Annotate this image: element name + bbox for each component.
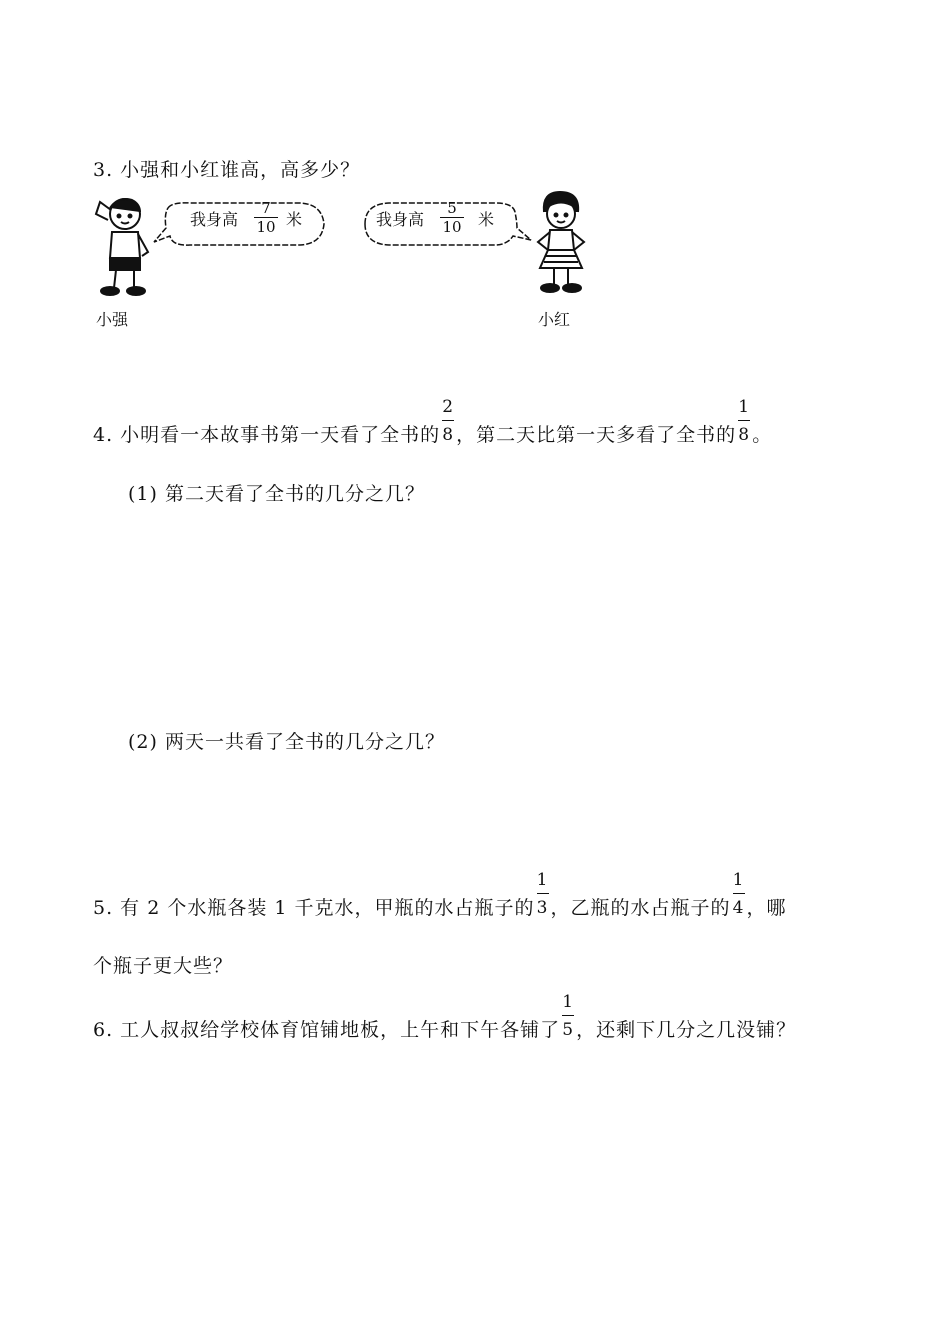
girl-speech-prefix: 我身高 bbox=[376, 210, 425, 229]
girl-illustration bbox=[526, 190, 596, 302]
girl-speech-unit: 米 bbox=[478, 210, 495, 229]
q5-fraction-2 bbox=[732, 870, 746, 920]
girl-height-fraction bbox=[438, 200, 466, 235]
boy-speech-bubble bbox=[150, 200, 330, 250]
girl-height-num: 5 bbox=[447, 199, 457, 217]
q4-part3: 。 bbox=[752, 424, 773, 446]
q6-part2: ，还剩下几分之几没铺？ bbox=[576, 1019, 797, 1041]
girl-height-den: 10 bbox=[442, 218, 462, 236]
q3-text: 3. 小强和小红谁高，高多少？ bbox=[93, 159, 361, 181]
q5-line2: 个瓶子更大些？ bbox=[93, 955, 234, 977]
q4-fraction-1-num: 2 bbox=[442, 397, 455, 417]
q4-fraction-1 bbox=[441, 397, 455, 447]
q5-part1: 5. 有 2 个水瓶各装 1 千克水，甲瓶的水占瓶子的 bbox=[93, 897, 535, 919]
q6-part1: 6. 工人叔叔给学校体育馆铺地板，上午和下午各铺了 bbox=[93, 1019, 561, 1041]
q4-fraction-2-num: 1 bbox=[738, 397, 751, 417]
q5-fraction-2-bar bbox=[733, 893, 745, 894]
q5-fraction-2-den: 4 bbox=[732, 898, 745, 918]
boy-name: 小强 bbox=[96, 310, 129, 329]
q5-line1 bbox=[93, 870, 787, 920]
q4-fraction-2 bbox=[737, 397, 751, 447]
q5-fraction-1-den: 3 bbox=[536, 898, 549, 918]
q4-line bbox=[93, 397, 773, 447]
girl-name: 小红 bbox=[538, 310, 571, 329]
boy-speech-prefix: 我身高 bbox=[190, 210, 239, 229]
q4-sub2: (2) 两天一共看了全书的几分之几？ bbox=[128, 731, 445, 753]
boy-speech bbox=[190, 210, 238, 230]
q4-fraction-2-bar bbox=[738, 420, 750, 421]
boy-illustration bbox=[88, 192, 158, 302]
boy-height-den: 10 bbox=[256, 218, 276, 236]
q6-fraction-1-bar bbox=[562, 1015, 574, 1016]
q6-fraction-1 bbox=[561, 992, 575, 1042]
girl-speech bbox=[376, 210, 424, 230]
q4-part1: 4. 小明看一本故事书第一天看了全书的 bbox=[93, 424, 441, 446]
q4-fraction-1-den: 8 bbox=[442, 425, 455, 445]
boy-height-fraction bbox=[252, 200, 280, 235]
q4-fraction-1-bar bbox=[442, 420, 454, 421]
q4-fraction-2-den: 8 bbox=[738, 425, 751, 445]
boy-height-num: 7 bbox=[261, 199, 271, 217]
boy-speech-unit: 米 bbox=[286, 210, 303, 229]
q5-fraction-1 bbox=[536, 870, 550, 920]
q5-fraction-1-num: 1 bbox=[536, 870, 549, 890]
q6-line bbox=[93, 992, 797, 1042]
q4-part2: ，第二天比第一天多看了全书的 bbox=[456, 424, 737, 446]
q5-part3: ，哪 bbox=[746, 897, 787, 919]
q5-fraction-2-num: 1 bbox=[732, 870, 745, 890]
q5-part2: ，乙瓶的水占瓶子的 bbox=[550, 897, 731, 919]
q5-fraction-1-bar bbox=[537, 893, 549, 894]
q6-fraction-1-den: 5 bbox=[562, 1020, 575, 1040]
q4-sub1: (1) 第二天看了全书的几分之几？ bbox=[128, 483, 425, 505]
q6-fraction-1-num: 1 bbox=[562, 992, 575, 1012]
